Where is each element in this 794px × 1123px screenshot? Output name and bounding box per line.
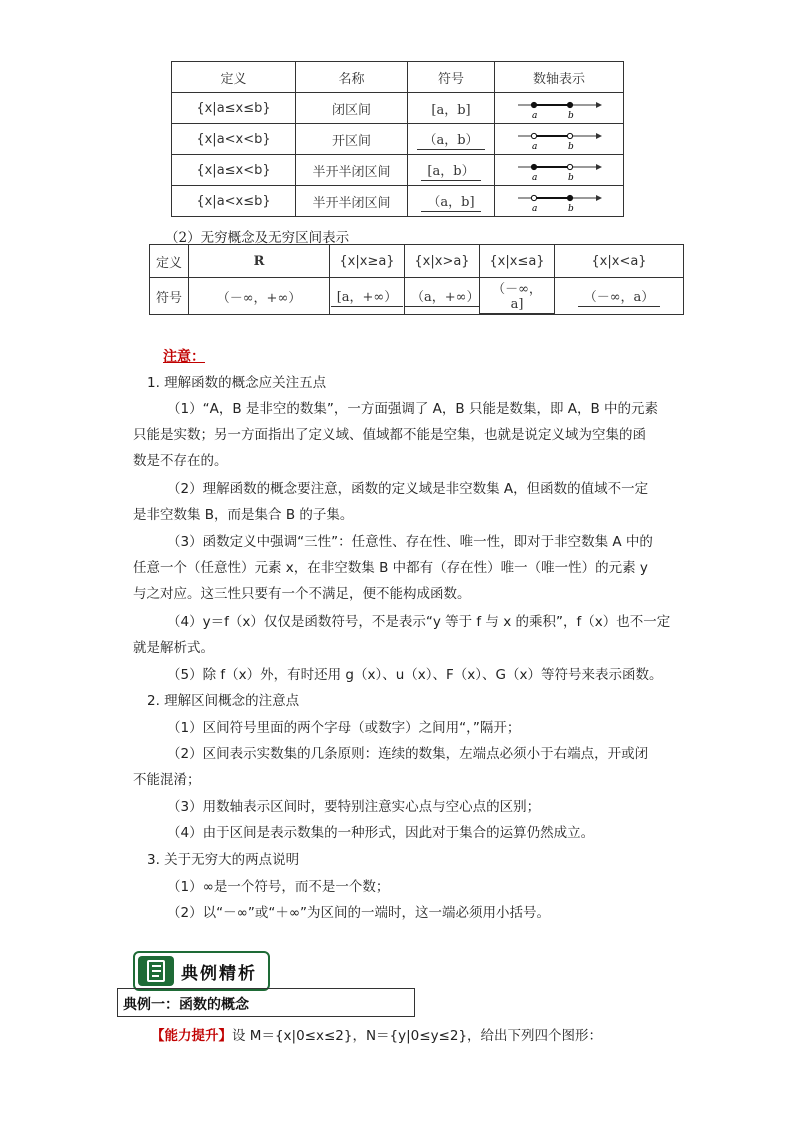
- table-row: [172, 186, 624, 217]
- table-cell: {x|x>a}: [405, 245, 480, 278]
- note-heading: 1. 理解函数的概念应关注五点: [147, 375, 327, 391]
- right-endpoint: [567, 195, 572, 200]
- note-line: 只能是实数；另一方面指出了定义域、值域都不能是空集，也就是说定义域为空集的函: [133, 427, 646, 443]
- definition-cell: {x|a≤x<b}: [172, 155, 296, 186]
- note-line: 数是不存在的。: [133, 453, 228, 469]
- label-a: a: [532, 173, 538, 181]
- axis-arrow: [596, 102, 602, 108]
- note-line: （3）用数轴表示区间时，要特别注意实心点与空心点的区别；: [167, 799, 541, 815]
- left-endpoint: [531, 195, 536, 200]
- number-line: [516, 128, 602, 150]
- header-cell: 符号: [408, 62, 495, 93]
- table-cell: R: [189, 245, 330, 278]
- number-line-cell: [495, 155, 624, 186]
- axis-arrow: [596, 164, 602, 170]
- table-cell: [330, 278, 405, 315]
- table-cell: {x|x<a}: [555, 245, 684, 278]
- symbol-text: （a，b）: [417, 129, 484, 150]
- label-a: a: [532, 204, 538, 212]
- table-row: [172, 93, 624, 124]
- symbol-text: （a，b]: [421, 191, 480, 212]
- note-line: （3）函数定义中强调“三性”：任意性、存在性、唯一性，即对于非空数集 A 中的: [167, 534, 653, 550]
- note-heading: 2. 理解区间概念的注意点: [147, 693, 300, 709]
- symbol-text: [a，+∞）: [331, 286, 404, 307]
- infinite-interval-table: [149, 244, 684, 315]
- name-cell: 闭区间: [296, 93, 408, 124]
- left-endpoint: [531, 102, 536, 107]
- label-b: b: [568, 111, 574, 119]
- axis-arrow: [596, 195, 602, 201]
- number-line-cell: [495, 93, 624, 124]
- note-heading: 3. 关于无穷大的两点说明: [147, 852, 300, 868]
- axis-arrow: [596, 133, 602, 139]
- interval-table: [171, 61, 624, 217]
- label-a: a: [532, 111, 538, 119]
- table-cell: [480, 278, 555, 315]
- table-cell: [405, 278, 480, 315]
- note-line: （2）区间表示实数集的几条原则：连续的数集，左端点必须小于右端点，开或闭: [167, 746, 649, 762]
- note-title: 注意：: [163, 349, 205, 365]
- table-row: [172, 124, 624, 155]
- number-line-cell: [495, 124, 624, 155]
- note-line: 就是解析式。: [133, 640, 214, 656]
- symbol-cell: [408, 124, 495, 155]
- symbol-text: （－∞，a）: [578, 286, 661, 307]
- note-line: （1）“A，B 是非空的数集”，一方面强调了 A，B 只能是数集，即 A，B 中的元素: [167, 401, 659, 417]
- note-line: （1）区间符号里面的两个字母（或数字）之间用“，”隔开；: [167, 720, 521, 736]
- number-line: [516, 190, 602, 212]
- label-b: b: [568, 142, 574, 150]
- symbol-cell: [408, 93, 495, 124]
- symbol-text: [a，b）: [421, 160, 480, 181]
- number-line: [516, 159, 602, 181]
- header-cell: 数轴表示: [495, 62, 624, 93]
- right-endpoint: [567, 133, 572, 138]
- name-cell: 开区间: [296, 124, 408, 155]
- header-cell: 定义: [172, 62, 296, 93]
- symbol-cell: [408, 186, 495, 217]
- note-line: 是非空数集 B，而是集合 B 的子集。: [133, 507, 354, 523]
- row-label: 定义: [150, 245, 189, 278]
- note-line: （5）除 f（x）外，有时还用 g（x）、u（x）、F（x）、G（x）等符号来表示函数。: [167, 667, 663, 683]
- number-line: [516, 97, 602, 119]
- number-line-cell: [495, 186, 624, 217]
- label-b: b: [568, 173, 574, 181]
- note-line: 不能混淆；: [133, 772, 201, 788]
- example-title-box: [117, 988, 415, 1017]
- right-endpoint: [567, 164, 572, 169]
- symbol-text: [a，b]: [431, 102, 471, 118]
- ability-line: [151, 1027, 602, 1045]
- section-title: （2）无穷概念及无穷区间表示: [165, 230, 350, 246]
- note-line: （2）以“－∞”或“＋∞”为区间的一端时，这一端必须用小括号。: [167, 905, 551, 921]
- table-cell: （－∞，+∞）: [189, 278, 330, 315]
- document-icon: [138, 956, 174, 986]
- definition-cell: {x|a<x≤b}: [172, 186, 296, 217]
- right-endpoint: [567, 102, 572, 107]
- row-label: 符号: [150, 278, 189, 315]
- note-line: （4）由于区间是表示数集的一种形式，因此对于集合的运算仍然成立。: [167, 825, 595, 841]
- label-b: b: [568, 204, 574, 212]
- note-line: （1）∞是一个符号，而不是一个数；: [167, 879, 390, 895]
- section-badge: [133, 951, 270, 991]
- table-cell: [555, 278, 684, 315]
- table-row: [150, 245, 684, 278]
- name-cell: 半开半闭区间: [296, 186, 408, 217]
- table-header-row: [172, 62, 624, 93]
- definition-cell: {x|a<x<b}: [172, 124, 296, 155]
- note-line: （4）y＝f（x）仅仅是函数符号，不是表示“y 等于 f 与 x 的乘积”，f（x）也不一定: [167, 614, 671, 630]
- table-row: [150, 278, 684, 315]
- note-line: 任意一个（任意性）元素 x，在非空数集 B 中都有（存在性）唯一（唯一性）的元素 y: [133, 560, 648, 576]
- table-cell: {x|x≤a}: [480, 245, 555, 278]
- example-title: 典例一：函数的概念: [123, 997, 249, 1013]
- name-cell: 半开半闭区间: [296, 155, 408, 186]
- left-endpoint: [531, 164, 536, 169]
- ability-tag: 【能力提升】: [151, 1028, 232, 1044]
- label-a: a: [532, 142, 538, 150]
- badge-label: 典例精析: [181, 964, 257, 984]
- note-line: （2）理解函数的概念要注意，函数的定义域是非空数集 A，但函数的值域不一定: [167, 481, 649, 497]
- symbol-text: （a，+∞）: [405, 286, 479, 307]
- note-line: 与之对应。这三性只要有一个不满足，便不能构成函数。: [133, 586, 471, 602]
- symbol-cell: [408, 155, 495, 186]
- symbol-text: （－∞，a]: [480, 278, 554, 314]
- table-cell: {x|x≥a}: [330, 245, 405, 278]
- table-row: [172, 155, 624, 186]
- definition-cell: {x|a≤x≤b}: [172, 93, 296, 124]
- ability-text: 设 M＝{x|0≤x≤2}，N＝{y|0≤y≤2}，给出下列四个图形：: [232, 1028, 603, 1044]
- left-endpoint: [531, 133, 536, 138]
- header-cell: 名称: [296, 62, 408, 93]
